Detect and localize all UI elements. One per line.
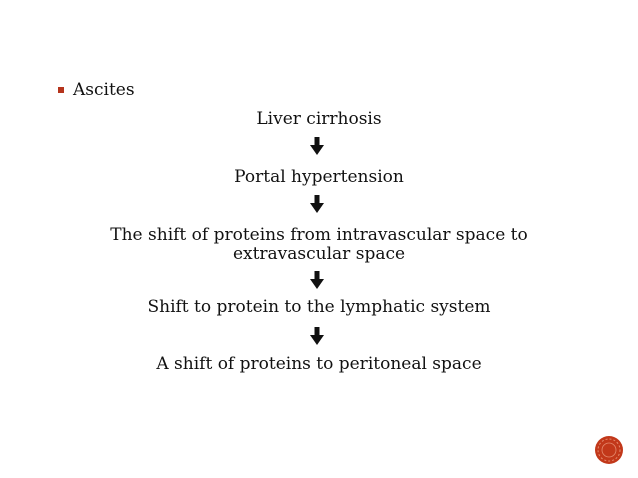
arrow-down-icon bbox=[310, 327, 324, 345]
arrow-down-icon bbox=[310, 137, 324, 155]
decorative-circle-icon bbox=[594, 435, 624, 465]
bullet-item bbox=[58, 80, 135, 100]
flow-step-line-2: extravascular space bbox=[232, 244, 406, 264]
bullet-text: Ascites bbox=[73, 80, 135, 100]
flow-step-line-1: The shift of proteins from intravascular space to bbox=[110, 225, 528, 245]
arrow-down-icon bbox=[310, 195, 324, 213]
arrow-down-icon bbox=[310, 271, 324, 289]
flow-step-protein-shift-extravascular bbox=[0, 226, 638, 264]
flow-step-lymphatic-system: Shift to protein to the lymphatic system bbox=[147, 297, 491, 317]
flow-step-liver-cirrhosis: Liver cirrhosis bbox=[256, 109, 382, 129]
flow-step-portal-hypertension: Portal hypertension bbox=[234, 167, 404, 187]
square-bullet-icon bbox=[58, 87, 64, 93]
flow-step-peritoneal-space: A shift of proteins to peritoneal space bbox=[156, 354, 482, 374]
